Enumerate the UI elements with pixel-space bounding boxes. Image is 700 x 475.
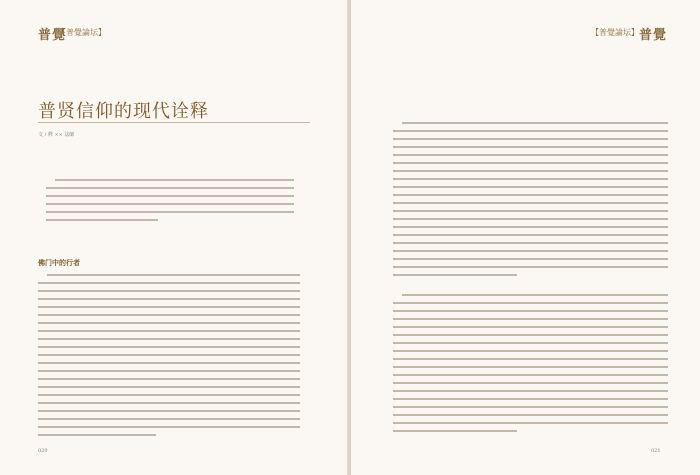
text-line-fill bbox=[393, 374, 668, 376]
text-line-fill bbox=[393, 186, 668, 188]
text-line-fill bbox=[38, 434, 156, 436]
text-line bbox=[393, 308, 668, 316]
text-line bbox=[46, 177, 294, 185]
page-number-left: 020 bbox=[38, 448, 48, 454]
text-line bbox=[38, 384, 300, 392]
text-line-fill bbox=[38, 426, 300, 428]
text-line bbox=[38, 352, 300, 360]
intro-paragraph bbox=[46, 177, 294, 225]
text-line bbox=[393, 192, 668, 200]
text-line-fill bbox=[393, 138, 668, 140]
text-line-fill bbox=[393, 202, 668, 204]
text-line-fill bbox=[38, 394, 300, 396]
text-line bbox=[38, 400, 300, 408]
article-author: 文 / 釋 ×× 法師 bbox=[38, 132, 75, 138]
text-line-fill bbox=[38, 378, 300, 380]
text-line bbox=[393, 264, 668, 272]
text-line bbox=[393, 340, 668, 348]
text-line-fill bbox=[393, 266, 668, 268]
text-line-fill bbox=[393, 170, 668, 172]
text-line bbox=[38, 408, 300, 416]
text-line bbox=[46, 193, 294, 201]
text-line-fill bbox=[46, 211, 294, 213]
text-line bbox=[393, 128, 668, 136]
text-line bbox=[393, 404, 668, 412]
text-line bbox=[393, 316, 668, 324]
text-line bbox=[393, 136, 668, 144]
text-line-fill bbox=[46, 219, 158, 221]
text-line-fill bbox=[393, 178, 668, 180]
text-line-fill bbox=[393, 258, 668, 260]
text-line bbox=[393, 412, 668, 420]
text-line-fill bbox=[47, 274, 300, 276]
text-line bbox=[38, 392, 300, 400]
text-line-fill bbox=[38, 306, 300, 308]
text-line-fill bbox=[46, 195, 294, 197]
body-text-left bbox=[38, 272, 300, 440]
text-line bbox=[38, 288, 300, 296]
text-line bbox=[393, 248, 668, 256]
body-text-right-1 bbox=[393, 120, 668, 280]
text-line bbox=[38, 368, 300, 376]
text-line bbox=[38, 312, 300, 320]
text-line bbox=[393, 160, 668, 168]
text-line-fill bbox=[393, 358, 668, 360]
text-line-fill bbox=[402, 122, 668, 124]
page-number-right: 021 bbox=[651, 448, 661, 454]
article-title: 普贤信仰的现代诠释 bbox=[38, 101, 209, 122]
text-line-fill bbox=[393, 398, 668, 400]
text-line bbox=[38, 432, 300, 440]
text-line bbox=[393, 240, 668, 248]
text-line bbox=[393, 332, 668, 340]
text-line bbox=[393, 208, 668, 216]
text-line bbox=[393, 324, 668, 332]
text-line-fill bbox=[38, 386, 300, 388]
text-line-fill bbox=[393, 274, 517, 276]
text-line-fill bbox=[38, 290, 300, 292]
text-line bbox=[393, 256, 668, 264]
text-line-fill bbox=[393, 366, 668, 368]
text-line-fill bbox=[38, 410, 300, 412]
text-line-fill bbox=[393, 218, 668, 220]
text-line-fill bbox=[393, 342, 668, 344]
text-line bbox=[393, 144, 668, 152]
magazine-logo: 普覺 bbox=[639, 28, 668, 43]
text-line bbox=[38, 280, 300, 288]
text-line bbox=[393, 152, 668, 160]
section-subheading: 佛门中的行者 bbox=[38, 258, 80, 267]
text-line-fill bbox=[38, 282, 300, 284]
text-line bbox=[393, 348, 668, 356]
text-line-fill bbox=[393, 406, 668, 408]
text-line bbox=[38, 296, 300, 304]
text-line bbox=[393, 380, 668, 388]
text-line-fill bbox=[38, 322, 300, 324]
text-line bbox=[393, 396, 668, 404]
text-line bbox=[393, 224, 668, 232]
title-divider bbox=[38, 122, 310, 123]
text-line bbox=[393, 372, 668, 380]
text-line bbox=[38, 424, 300, 432]
text-line-fill bbox=[38, 346, 300, 348]
text-line bbox=[38, 336, 300, 344]
text-line bbox=[393, 292, 668, 300]
text-line-fill bbox=[393, 390, 668, 392]
text-line-fill bbox=[393, 154, 668, 156]
text-line-fill bbox=[393, 382, 668, 384]
text-line bbox=[38, 344, 300, 352]
text-line-fill bbox=[393, 226, 668, 228]
text-line-fill bbox=[393, 130, 668, 132]
text-line bbox=[393, 300, 668, 308]
text-line-fill bbox=[393, 302, 668, 304]
text-line-fill bbox=[46, 203, 294, 205]
text-line bbox=[393, 388, 668, 396]
text-line-fill bbox=[38, 362, 300, 364]
text-line bbox=[46, 201, 294, 209]
text-line-fill bbox=[393, 162, 668, 164]
text-line bbox=[393, 184, 668, 192]
text-line bbox=[38, 328, 300, 336]
text-line bbox=[393, 216, 668, 224]
text-line-fill bbox=[393, 318, 668, 320]
text-line-fill bbox=[393, 310, 668, 312]
text-line bbox=[393, 200, 668, 208]
text-line bbox=[393, 232, 668, 240]
text-line-fill bbox=[393, 194, 668, 196]
text-line-fill bbox=[393, 422, 668, 424]
text-line bbox=[46, 209, 294, 217]
text-line-fill bbox=[393, 414, 668, 416]
right-page bbox=[351, 0, 700, 475]
text-line bbox=[38, 416, 300, 424]
text-line-fill bbox=[393, 146, 668, 148]
section-tag: 【普覺論坛】 bbox=[591, 28, 639, 37]
text-line bbox=[38, 304, 300, 312]
text-line bbox=[38, 360, 300, 368]
text-line-fill bbox=[38, 330, 300, 332]
body-text-right-2 bbox=[393, 292, 668, 436]
text-line-fill bbox=[393, 430, 517, 432]
left-page bbox=[0, 0, 349, 475]
text-line-fill bbox=[38, 354, 300, 356]
text-line bbox=[46, 185, 294, 193]
text-line-fill bbox=[38, 338, 300, 340]
text-line bbox=[38, 376, 300, 384]
text-line bbox=[393, 120, 668, 128]
text-line bbox=[393, 428, 668, 436]
text-line bbox=[393, 272, 668, 280]
text-line-fill bbox=[393, 250, 668, 252]
text-line-fill bbox=[393, 242, 668, 244]
text-line-fill bbox=[393, 334, 668, 336]
section-tag: 【普覺論坛】 bbox=[58, 28, 106, 37]
text-line bbox=[393, 356, 668, 364]
text-line-fill bbox=[38, 370, 300, 372]
text-line-fill bbox=[393, 234, 668, 236]
text-line bbox=[38, 320, 300, 328]
text-line bbox=[393, 420, 668, 428]
text-line-fill bbox=[55, 179, 294, 181]
text-line bbox=[393, 364, 668, 372]
text-line-fill bbox=[393, 326, 668, 328]
text-line-fill bbox=[393, 210, 668, 212]
magazine-logo: 普覺 bbox=[38, 28, 67, 43]
text-line-fill bbox=[38, 418, 300, 420]
text-line-fill bbox=[38, 402, 300, 404]
text-line-fill bbox=[46, 187, 294, 189]
text-line bbox=[46, 217, 294, 225]
text-line-fill bbox=[38, 298, 300, 300]
text-line bbox=[393, 176, 668, 184]
text-line bbox=[38, 272, 300, 280]
text-line bbox=[393, 168, 668, 176]
text-line-fill bbox=[402, 294, 668, 296]
text-line-fill bbox=[393, 350, 668, 352]
text-line-fill bbox=[38, 314, 300, 316]
